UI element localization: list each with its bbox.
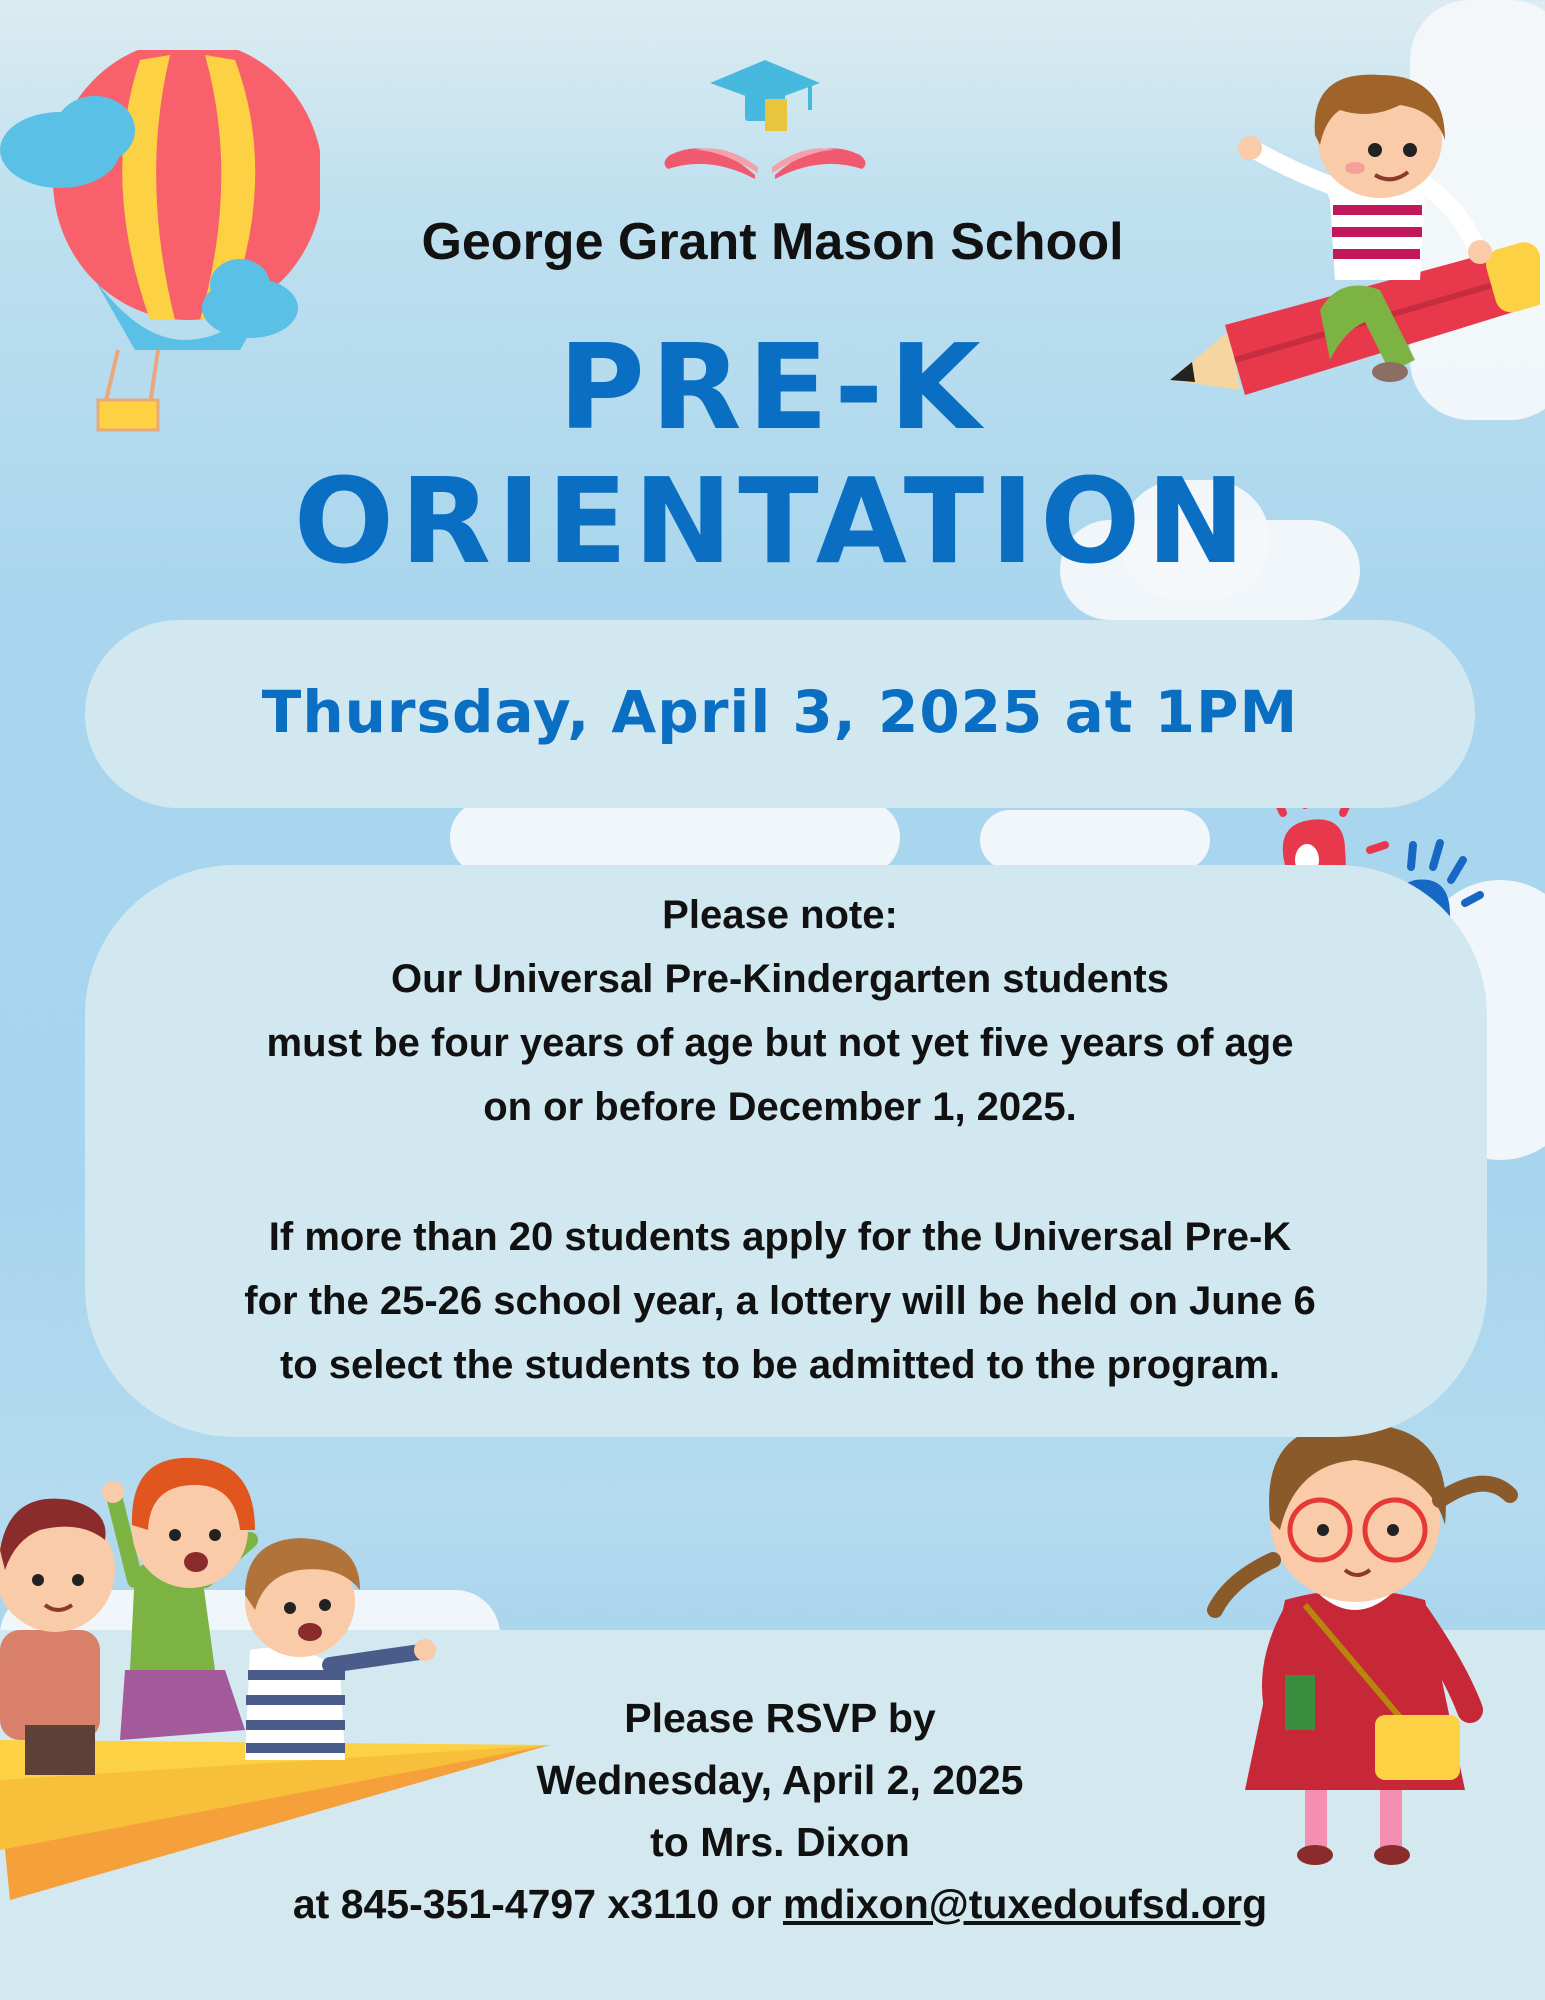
rsvp-contact-name: to Mrs. Dixon [650,1819,910,1865]
school-name: George Grant Mason School [421,213,1124,271]
rsvp-line-1: Please RSVP by [624,1695,936,1741]
title-line-2: ORIENTATION [293,452,1252,590]
graduation-cap-book-logo [650,55,880,185]
rsvp-date: Wednesday, April 2, 2025 [536,1757,1024,1803]
girl-with-glasses-icon [1185,1390,1525,1880]
note-line: If more than 20 students apply for the Universal Pre-K [268,1215,1292,1259]
note-heading: Please note: [662,893,898,937]
cloud-decoration [980,810,1210,870]
note-line: must be four years of age but not yet five years of age [266,1021,1294,1065]
note-line: Our Universal Pre-Kindergarten students [391,957,1169,1001]
note-line: on or before December 1, 2025. [483,1085,1077,1129]
note-line: to select the students to be admitted to the program. [279,1343,1281,1387]
rsvp-email-link[interactable]: mdixon@tuxedoufsd.org [782,1881,1268,1927]
rsvp-contact-line [0,1881,1545,1928]
event-date-time: Thursday, April 3, 2025 at 1PM [261,678,1299,746]
title-line-1: PRE-K [558,318,987,456]
cloud-decoration [450,800,900,875]
rsvp-phone: at 845-351-4797 x3110 or [292,1881,772,1927]
note-line: for the 25-26 school year, a lottery will be held on June 6 [244,1279,1316,1323]
